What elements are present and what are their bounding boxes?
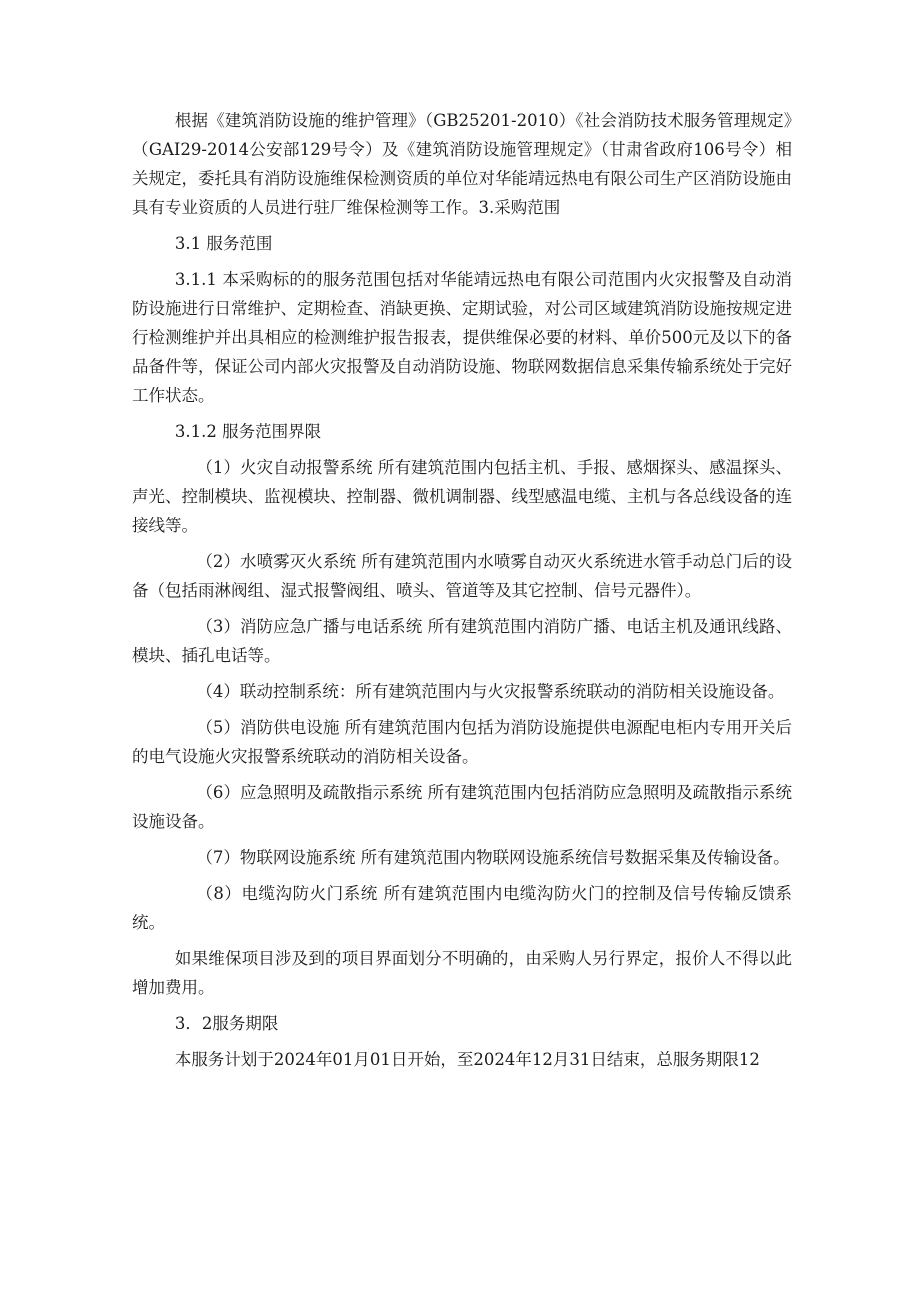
section-3-2-heading: 3．2服务期限 — [174, 1014, 279, 1033]
scope-item-8: （8）电缆沟防火门系统 所有建筑范围内电缆沟防火门的控制及信号传输反馈系统。 — [132, 884, 792, 932]
scope-item-5: （5）消防供电设施 所有建筑范围内包括为消防设施提供电源配电柜内专用开关后的电气设施火灾报警系统联动的消防相关设备。 — [132, 718, 792, 766]
section-3-1-heading: 3.1 服务范围 — [174, 234, 273, 253]
section-3-1-1-paragraph: 3.1.1 本采购标的的服务范围包括对华能靖远热电有限公司范围内火灾报警及自动消防设施进行日常维护、定期检查、消缺更换、定期试验，对公司区域建筑消防设施按规定进行检测维护并出具相应的检测维护报告报表，提供维保必要的材料、单价500元及以下的备品备件等，保证公司内部火灾报警及自动消防设施、物联网数据信息采集传输系统处于完好工作状态。 — [132, 270, 792, 405]
section-3-1-2-heading: 3.1.2 服务范围界限 — [174, 422, 322, 441]
scope-item-1: （1）火灾自动报警系统 所有建筑范围内包括主机、手报、感烟探头、感温探头、声光、控制模块、监视模块、控制器、微机调制器、线型感温电缆、主机与各总线设备的连接线等。 — [132, 458, 792, 535]
scope-item-6: （6）应急照明及疏散指示系统 所有建筑范围内包括消防应急照明及疏散指示系统设施设备。 — [132, 783, 792, 831]
boundary-note-paragraph: 如果维保项目涉及到的项目界面划分不明确的，由采购人另行界定，报价人不得以此增加费用。 — [132, 949, 792, 997]
scope-item-2: （2）水喷雾灭火系统 所有建筑范围内水喷雾自动灭火系统进水管手动总门后的设备（包括雨淋阀组、湿式报警阀组、喷头、管道等及其它控制、信号元器件）。 — [132, 552, 792, 600]
scope-item-4: （4）联动控制系统：所有建筑范围内与火灾报警系统联动的消防相关设施设备。 — [196, 682, 785, 701]
document-body — [132, 106, 792, 1074]
scope-item-7: （7）物联网设施系统 所有建筑范围内物联网设施系统信号数据采集及传输设备。 — [196, 848, 790, 867]
service-period-paragraph: 本服务计划于2024年01月01日开始，至2024年12月31日结束，总服务期限12 — [174, 1050, 760, 1069]
scope-item-3: （3）消防应急广播与电话系统 所有建筑范围内消防广播、电话主机及通讯线路、模块、插孔电话等。 — [132, 617, 792, 665]
intro-paragraph: 根据《建筑消防设施的维护管理》（GB25201-2010）《社会消防技术服务管理规定》（GAI29-2014公安部129号令）及《建筑消防设施管理规定》（甘肃省政府106号令）相关规定，委托具有消防设施维保检测资质的单位对华能靖远热电有限公司生产区消防设施由具有专业资质的人员进行驻厂维保检测等工作。3.采购范围 — [132, 111, 792, 217]
